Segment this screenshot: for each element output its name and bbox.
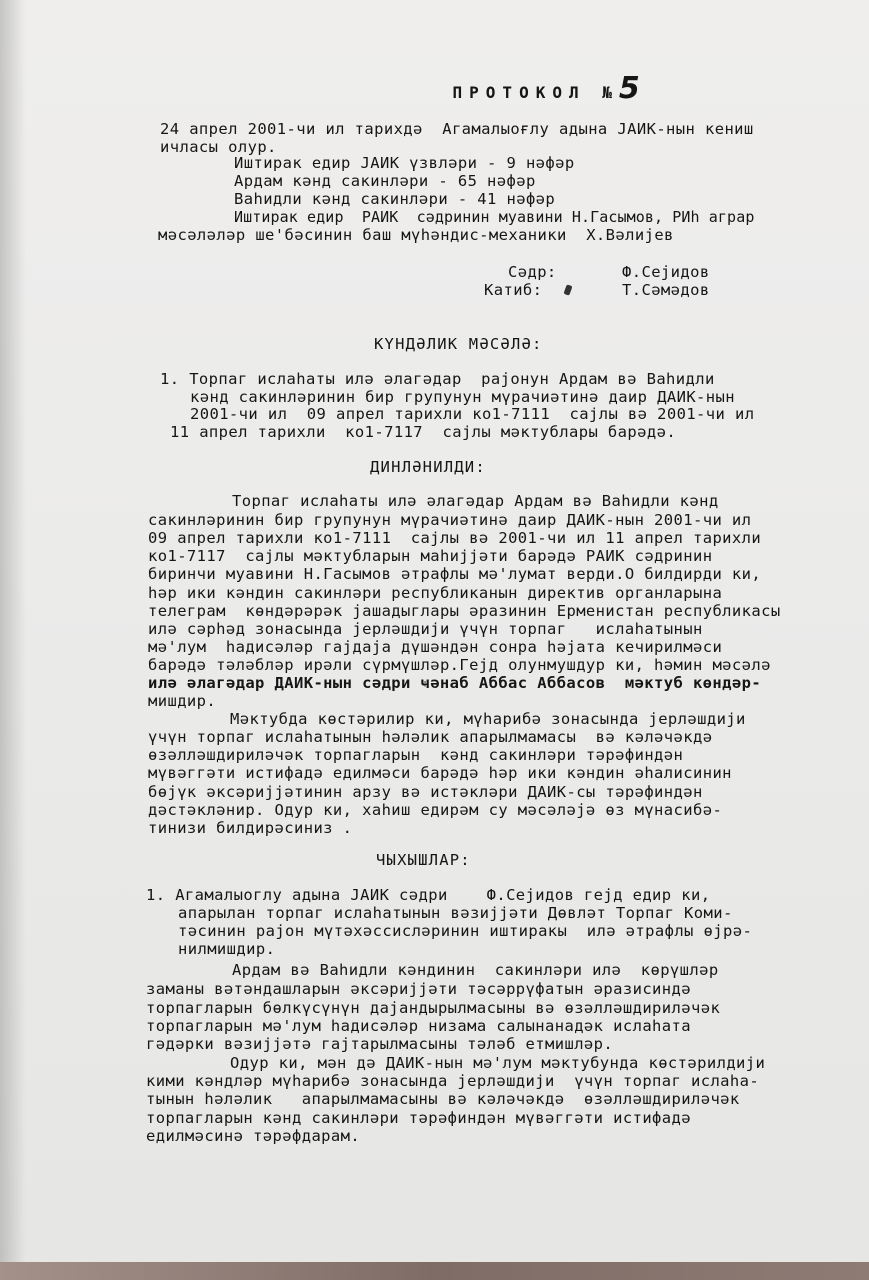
heard-line: өзәлләшдириләчәк торпагларын кәнд сакинләри тәрәфиндән [148, 746, 684, 764]
heard-line: 09 апрел тарихли ко1-7111 саjлы вә 2001-чи ил 11 апрел тарихли [148, 529, 762, 547]
heard-line: мә'лум һадисәләр гајдаја дүшәндән сонра һәјата кечирилмәси [148, 638, 723, 656]
speech-line: тынын һәләлик апарылмамасыны вә кәләчәкдә өзәлләшдириләчәк [146, 1090, 740, 1108]
speech-line: нилмишдир. [178, 940, 276, 958]
participants-line: Иштирак едир ЈАИК үзвләри - 9 нәфәр [234, 154, 575, 172]
speech-line: Одур ки, мән дә ДАИК-нын мә'лум мәктубунда көстәрилдиjи [230, 1054, 766, 1072]
heard-line: барәдә тәләбләр ирәли сүрмүшләр.Гејд олунмушдур ки, һәмин мәсәлә [148, 656, 771, 674]
participants-line: Иштирак едир РАИК сәдринин муавини Н.Гасымов, РИһ аграр [234, 208, 755, 226]
title-text: ПРОТОКОЛ № [452, 83, 619, 102]
chair-name: Ф.Сејидов [622, 263, 710, 281]
agenda-line: кәнд сакинләринин бир групунун мүрачиәтинә даир ДАИК-нын [190, 388, 735, 406]
protocol-number: 5 [618, 71, 640, 106]
participants-line: Ардам кәнд сакинләри - 65 нәфәр [234, 172, 536, 190]
heard-line: Торпаг ислаһаты илә әлагәдар Ардам вә Ваһидли кәнд [232, 492, 719, 510]
table-surface [0, 1262, 869, 1280]
heard-line: тинизи билдирәсиниз . [148, 819, 353, 837]
agenda-line: 2001-чи ил 09 апрел тарихли ко1-7111 саjлы вә 2001-чи ил [190, 405, 755, 423]
speech-line: тәсинин рајон мүтәхәссисләринин иштиракы илә әтрафлы өјрә- [178, 922, 753, 940]
date-line: 24 апрел 2001-чи ил тарихдә Агамалыоғлу адына ЈАИК-нын кениш [160, 120, 754, 138]
secretary-name: Т.Сәмәдов [622, 281, 710, 299]
heard-line: дәстәкләнир. Одур ки, хаһиш едирәм су мәсәләјә өз мүнасибә- [148, 801, 723, 819]
agenda-line: 1. Торпаг ислаһаты илә әлагәдар рајонун Ардам вә Ваһидли [160, 370, 715, 388]
session-line: ичласы олур. [160, 138, 277, 156]
heard-line: биринчи муавини Н.Гасымов әтрафлы мә'лумат верди.О билдирди ки, [148, 565, 762, 583]
document-title [386, 62, 640, 120]
heard-line: сакинләринин бир групунун мүрачиәтинә даир ДАИК-нын 2001-чи ил [148, 511, 752, 529]
participants-cont-line: мәсәләләр ше'бәсинин баш мүһәндис-механики Х.Вәлијев [158, 226, 674, 244]
speech-line: торпагларын мә'лум һадисәләр низама салынанадәк ислаһата [146, 1017, 691, 1035]
heard-line: үчүн торпаг ислаһатынын һәләлик апарылмамасы вә кәләчәкдә [148, 728, 713, 746]
heard-line: ко1-7117 саjлы мәктубларын маһиjjәти барәдә РАИК сәдринин [148, 547, 713, 565]
heard-line: Мәктубда көстәрилир ки, мүһарибә зонасында јерләшдиjи [230, 710, 746, 728]
agenda-line: 11 апрел тарихли ко1-7117 саjлы мәктублары барәдә. [170, 423, 677, 441]
heard-line: телеграм көндәрәрәк јашадыглары әразинин Ерменистан республикасы [148, 602, 781, 620]
heard-line: илә сәрһәд зонасында јерләшдиjи үчүн торпаг ислаһатынын [148, 620, 703, 638]
heard-line: илә әлагәдар ДАИК-нын сәдри ҹәнаб Аббас Аббасов мәктуб көндәр- [148, 674, 762, 692]
participants-line: Ваһидли кәнд сакинләри - 41 нәфәр [234, 190, 556, 208]
speech-line: гәдәрки вәзиjjәтә гајтарылмасыны тәләб етмишләр. [146, 1035, 614, 1053]
heard-line: мүвәггәти истифадә едилмәси барәдә һәр ики кәндин әһалисинин [148, 764, 732, 782]
heard-line: һәр ики кәндин сакинләри республиканын директив органларына [148, 584, 723, 602]
secretary-label: Катиб: [484, 281, 543, 299]
speech-line: 1. Агамалыоглу адына ЈАИК сәдри Ф.Сејидов гејд едир ки, [146, 886, 711, 904]
heard-line: бөјүк әксәриjjәтинин арзу вә истәкләри ДАИК-сы тәрәфиндән [148, 783, 703, 801]
speech-line: едилмәсинә тәрәфдарам. [146, 1127, 361, 1145]
speech-line: торпагларын бөлкүсүнүн дајандырылмасыны вә өзәлләшдириләчәк [146, 999, 721, 1017]
chair-label: Сәдр: [508, 263, 557, 281]
speech-line: апарылан торпаг ислаһатынын вәзиjjәти Дөвләт Торпаг Коми- [178, 904, 733, 922]
signature-mark [563, 284, 572, 295]
agenda-heading: КҮНДӘЛИК МӘСӘЛӘ: [374, 335, 543, 353]
speech-line: заманы вәтәндашларын әксәриjjәти тәсәррүфатын әразисиндә [146, 980, 691, 998]
speeches-heading: ЧЫХЫШЛАР: [376, 851, 471, 869]
heard-line: мишдир. [148, 692, 217, 710]
heard-heading: ДИНЛӘНИЛДИ: [370, 458, 486, 476]
speech-line: кими кәндләр мүһарибә зонасында јерләшдиjи үчүн торпаг ислаһа- [146, 1072, 760, 1090]
speech-line: торпагларын кәнд сакинләри тәрәфиндән мүвәггәти истифадә [146, 1109, 691, 1127]
speech-line: Ардам вә Ваһидли кәндинин сакинләри илә көрүшләр [232, 961, 719, 979]
